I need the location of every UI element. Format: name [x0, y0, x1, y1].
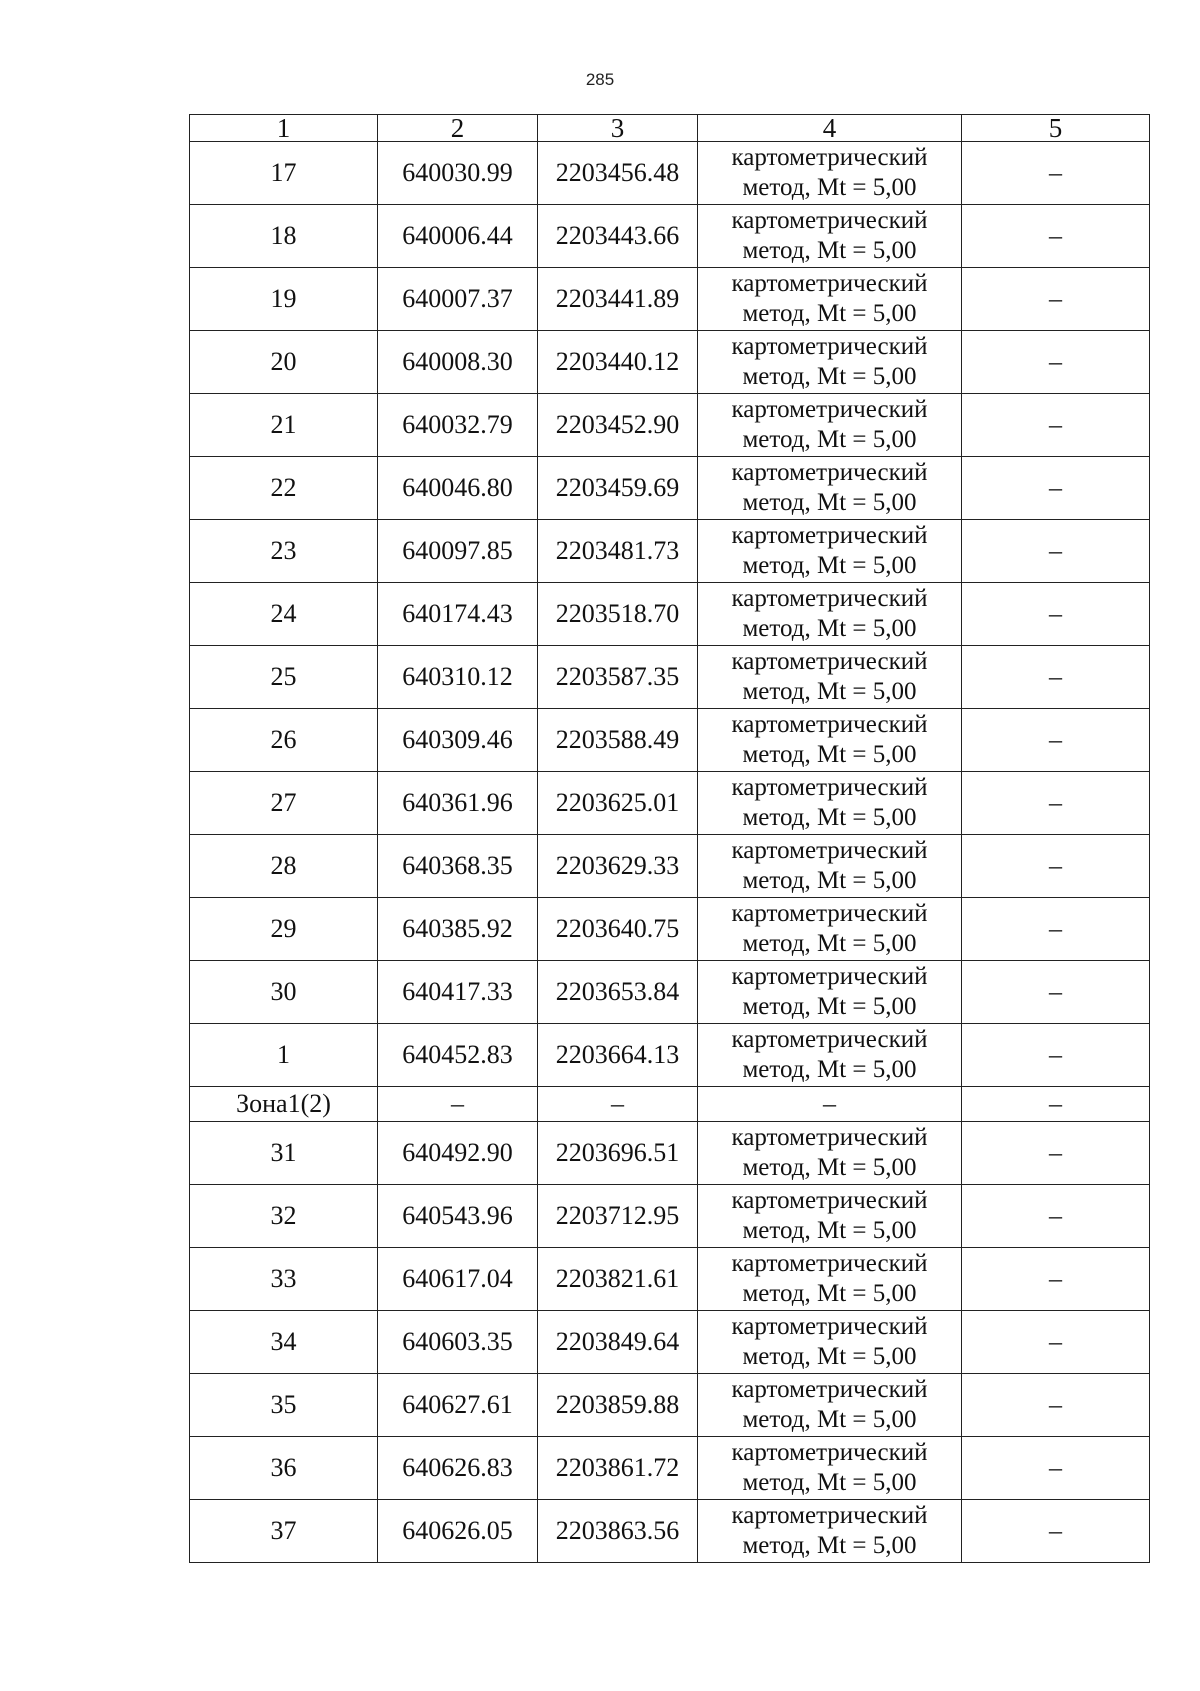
y-coordinate-cell: 2203443.66: [538, 205, 698, 268]
zone-row: [190, 1087, 1150, 1122]
method-accuracy-text: метод, Mt = 5,00: [742, 552, 917, 579]
method-accuracy-text: метод, Mt = 5,00: [742, 804, 917, 831]
method-name-text: картометрический: [731, 963, 928, 990]
method-name-text: картометрический: [731, 1439, 928, 1466]
method-cell: [698, 205, 962, 268]
method-cell: [698, 709, 962, 772]
header-col-5: 5: [962, 115, 1150, 142]
header-col-1: 1: [190, 115, 378, 142]
method-cell: [698, 1374, 962, 1437]
x-coordinate-cell: 640603.35: [378, 1311, 538, 1374]
method-cell: [698, 268, 962, 331]
point-number-cell: 1: [190, 1024, 378, 1087]
column-5-cell: –: [962, 394, 1150, 457]
method-name-text: картометрический: [731, 1502, 928, 1529]
table-row: [190, 457, 1150, 520]
method-cell: [698, 1311, 962, 1374]
table-row: [190, 709, 1150, 772]
table-row: [190, 961, 1150, 1024]
y-coordinate-cell: 2203587.35: [538, 646, 698, 709]
x-coordinate-cell: 640310.12: [378, 646, 538, 709]
method-cell: [698, 1185, 962, 1248]
x-coordinate-cell: 640492.90: [378, 1122, 538, 1185]
y-coordinate-cell: –: [538, 1087, 698, 1122]
method-accuracy-text: метод, Mt = 5,00: [742, 615, 917, 642]
x-coordinate-cell: 640032.79: [378, 394, 538, 457]
column-5-cell: –: [962, 1311, 1150, 1374]
point-number-cell: 32: [190, 1185, 378, 1248]
method-name-text: картометрический: [731, 1026, 928, 1053]
x-coordinate-cell: 640309.46: [378, 709, 538, 772]
method-accuracy-text: метод, Mt = 5,00: [742, 930, 917, 957]
method-accuracy-text: метод, Mt = 5,00: [742, 741, 917, 768]
table-row: [190, 142, 1150, 205]
column-5-cell: –: [962, 142, 1150, 205]
y-coordinate-cell: 2203452.90: [538, 394, 698, 457]
column-5-cell: –: [962, 331, 1150, 394]
point-number-cell: 33: [190, 1248, 378, 1311]
y-coordinate-cell: 2203653.84: [538, 961, 698, 1024]
column-5-cell: –: [962, 205, 1150, 268]
x-coordinate-cell: 640361.96: [378, 772, 538, 835]
column-5-cell: –: [962, 709, 1150, 772]
x-coordinate-cell: 640417.33: [378, 961, 538, 1024]
y-coordinate-cell: 2203821.61: [538, 1248, 698, 1311]
table-row: [190, 520, 1150, 583]
method-accuracy-text: метод, Mt = 5,00: [742, 237, 917, 264]
point-number-cell: 25: [190, 646, 378, 709]
method-name-text: картометрический: [731, 1313, 928, 1340]
table-row: [190, 646, 1150, 709]
method-accuracy-text: метод, Mt = 5,00: [742, 1154, 917, 1181]
method-name-text: картометрический: [731, 711, 928, 738]
column-5-cell: –: [962, 1374, 1150, 1437]
method-accuracy-text: метод, Mt = 5,00: [742, 1532, 917, 1559]
point-number-cell: 24: [190, 583, 378, 646]
method-accuracy-text: метод, Mt = 5,00: [742, 363, 917, 390]
method-cell: [698, 583, 962, 646]
method-cell: [698, 331, 962, 394]
table-row: [190, 268, 1150, 331]
y-coordinate-cell: 2203849.64: [538, 1311, 698, 1374]
x-coordinate-cell: 640006.44: [378, 205, 538, 268]
point-number-cell: 37: [190, 1500, 378, 1563]
table-row: [190, 1024, 1150, 1087]
x-coordinate-cell: 640030.99: [378, 142, 538, 205]
point-number-cell: 30: [190, 961, 378, 1024]
y-coordinate-cell: 2203696.51: [538, 1122, 698, 1185]
table-row: [190, 1122, 1150, 1185]
column-5-cell: –: [962, 1500, 1150, 1563]
point-number-cell: 26: [190, 709, 378, 772]
x-coordinate-cell: 640046.80: [378, 457, 538, 520]
x-coordinate-cell: 640008.30: [378, 331, 538, 394]
x-coordinate-cell: 640626.05: [378, 1500, 538, 1563]
method-accuracy-text: метод, Mt = 5,00: [742, 678, 917, 705]
method-name-text: картометрический: [731, 522, 928, 549]
table-row: [190, 1311, 1150, 1374]
method-cell: [698, 142, 962, 205]
header-col-2: 2: [378, 115, 538, 142]
column-5-cell: –: [962, 646, 1150, 709]
table-row: [190, 1437, 1150, 1500]
method-cell: [698, 772, 962, 835]
x-coordinate-cell: 640617.04: [378, 1248, 538, 1311]
method-cell: [698, 1248, 962, 1311]
y-coordinate-cell: 2203456.48: [538, 142, 698, 205]
column-5-cell: –: [962, 1122, 1150, 1185]
point-number-cell: 28: [190, 835, 378, 898]
coordinates-table: [189, 114, 1150, 1563]
x-coordinate-cell: 640543.96: [378, 1185, 538, 1248]
method-name-text: картометрический: [731, 774, 928, 801]
table-row: [190, 835, 1150, 898]
point-number-cell: 21: [190, 394, 378, 457]
method-accuracy-text: метод, Mt = 5,00: [742, 174, 917, 201]
column-5-cell: –: [962, 898, 1150, 961]
column-5-cell: –: [962, 772, 1150, 835]
table-row: [190, 772, 1150, 835]
method-accuracy-text: метод, Mt = 5,00: [742, 1056, 917, 1083]
point-number-cell: 27: [190, 772, 378, 835]
y-coordinate-cell: 2203518.70: [538, 583, 698, 646]
y-coordinate-cell: 2203459.69: [538, 457, 698, 520]
column-5-cell: –: [962, 457, 1150, 520]
method-accuracy-text: метод, Mt = 5,00: [742, 300, 917, 327]
method-cell: [698, 1500, 962, 1563]
method-name-text: картометрический: [731, 144, 928, 171]
method-accuracy-text: метод, Mt = 5,00: [742, 489, 917, 516]
method-name-text: картометрический: [731, 333, 928, 360]
method-cell: [698, 1122, 962, 1185]
method-cell: [698, 835, 962, 898]
table-row: [190, 1500, 1150, 1563]
method-name-text: картометрический: [731, 459, 928, 486]
y-coordinate-cell: 2203640.75: [538, 898, 698, 961]
method-cell: [698, 1024, 962, 1087]
table-row: [190, 1374, 1150, 1437]
method-cell: [698, 1437, 962, 1500]
point-number-cell: 22: [190, 457, 378, 520]
header-row: [190, 115, 1150, 142]
method-accuracy-text: метод, Mt = 5,00: [742, 1217, 917, 1244]
method-cell: [698, 646, 962, 709]
point-number-cell: 35: [190, 1374, 378, 1437]
method-name-text: картометрический: [731, 1250, 928, 1277]
method-accuracy-text: метод, Mt = 5,00: [742, 993, 917, 1020]
y-coordinate-cell: 2203859.88: [538, 1374, 698, 1437]
method-accuracy-text: метод, Mt = 5,00: [742, 1343, 917, 1370]
y-coordinate-cell: 2203664.13: [538, 1024, 698, 1087]
y-coordinate-cell: 2203861.72: [538, 1437, 698, 1500]
method-cell: [698, 394, 962, 457]
method-cell: [698, 961, 962, 1024]
column-5-cell: –: [962, 1024, 1150, 1087]
header-col-3: 3: [538, 115, 698, 142]
x-coordinate-cell: 640174.43: [378, 583, 538, 646]
y-coordinate-cell: 2203625.01: [538, 772, 698, 835]
column-5-cell: –: [962, 1437, 1150, 1500]
y-coordinate-cell: 2203440.12: [538, 331, 698, 394]
point-number-cell: 20: [190, 331, 378, 394]
method-name-text: картометрический: [731, 396, 928, 423]
method-cell: [698, 898, 962, 961]
point-number-cell: 23: [190, 520, 378, 583]
column-5-cell: –: [962, 268, 1150, 331]
method-name-text: картометрический: [731, 1124, 928, 1151]
method-name-text: картометрический: [731, 1376, 928, 1403]
x-coordinate-cell: –: [378, 1087, 538, 1122]
table-row: [190, 205, 1150, 268]
method-cell: –: [698, 1087, 962, 1122]
x-coordinate-cell: 640627.61: [378, 1374, 538, 1437]
y-coordinate-cell: 2203712.95: [538, 1185, 698, 1248]
method-name-text: картометрический: [731, 585, 928, 612]
x-coordinate-cell: 640097.85: [378, 520, 538, 583]
table-header: [190, 115, 1150, 142]
column-5-cell: –: [962, 835, 1150, 898]
point-number-cell: 34: [190, 1311, 378, 1374]
y-coordinate-cell: 2203441.89: [538, 268, 698, 331]
page-number: 285: [585, 70, 615, 89]
column-5-cell: –: [962, 583, 1150, 646]
x-coordinate-cell: 640368.35: [378, 835, 538, 898]
point-number-cell: 29: [190, 898, 378, 961]
method-name-text: картометрический: [731, 1187, 928, 1214]
point-number-cell: 36: [190, 1437, 378, 1500]
y-coordinate-cell: 2203481.73: [538, 520, 698, 583]
method-accuracy-text: метод, Mt = 5,00: [742, 1406, 917, 1433]
column-5-cell: –: [962, 1248, 1150, 1311]
point-number-cell: 31: [190, 1122, 378, 1185]
table-row: [190, 331, 1150, 394]
method-name-text: картометрический: [731, 900, 928, 927]
column-5-cell: –: [962, 1185, 1150, 1248]
method-name-text: картометрический: [731, 270, 928, 297]
method-accuracy-text: метод, Mt = 5,00: [742, 426, 917, 453]
column-5-cell: –: [962, 520, 1150, 583]
table-row: [190, 394, 1150, 457]
method-name-text: картометрический: [731, 837, 928, 864]
x-coordinate-cell: 640626.83: [378, 1437, 538, 1500]
point-number-cell: 18: [190, 205, 378, 268]
column-5-cell: –: [962, 1087, 1150, 1122]
x-coordinate-cell: 640007.37: [378, 268, 538, 331]
method-accuracy-text: метод, Mt = 5,00: [742, 1469, 917, 1496]
header-col-4: 4: [698, 115, 962, 142]
y-coordinate-cell: 2203863.56: [538, 1500, 698, 1563]
zone-label-cell: Зона1(2): [190, 1087, 378, 1122]
method-accuracy-text: метод, Mt = 5,00: [742, 867, 917, 894]
method-name-text: картометрический: [731, 207, 928, 234]
method-accuracy-text: метод, Mt = 5,00: [742, 1280, 917, 1307]
method-cell: [698, 520, 962, 583]
column-5-cell: –: [962, 961, 1150, 1024]
table-row: [190, 1185, 1150, 1248]
y-coordinate-cell: 2203588.49: [538, 709, 698, 772]
table-row: [190, 1248, 1150, 1311]
point-number-cell: 19: [190, 268, 378, 331]
table-body: [190, 142, 1150, 1563]
method-name-text: картометрический: [731, 648, 928, 675]
y-coordinate-cell: 2203629.33: [538, 835, 698, 898]
table-row: [190, 898, 1150, 961]
x-coordinate-cell: 640452.83: [378, 1024, 538, 1087]
table-row: [190, 583, 1150, 646]
method-cell: [698, 457, 962, 520]
point-number-cell: 17: [190, 142, 378, 205]
x-coordinate-cell: 640385.92: [378, 898, 538, 961]
